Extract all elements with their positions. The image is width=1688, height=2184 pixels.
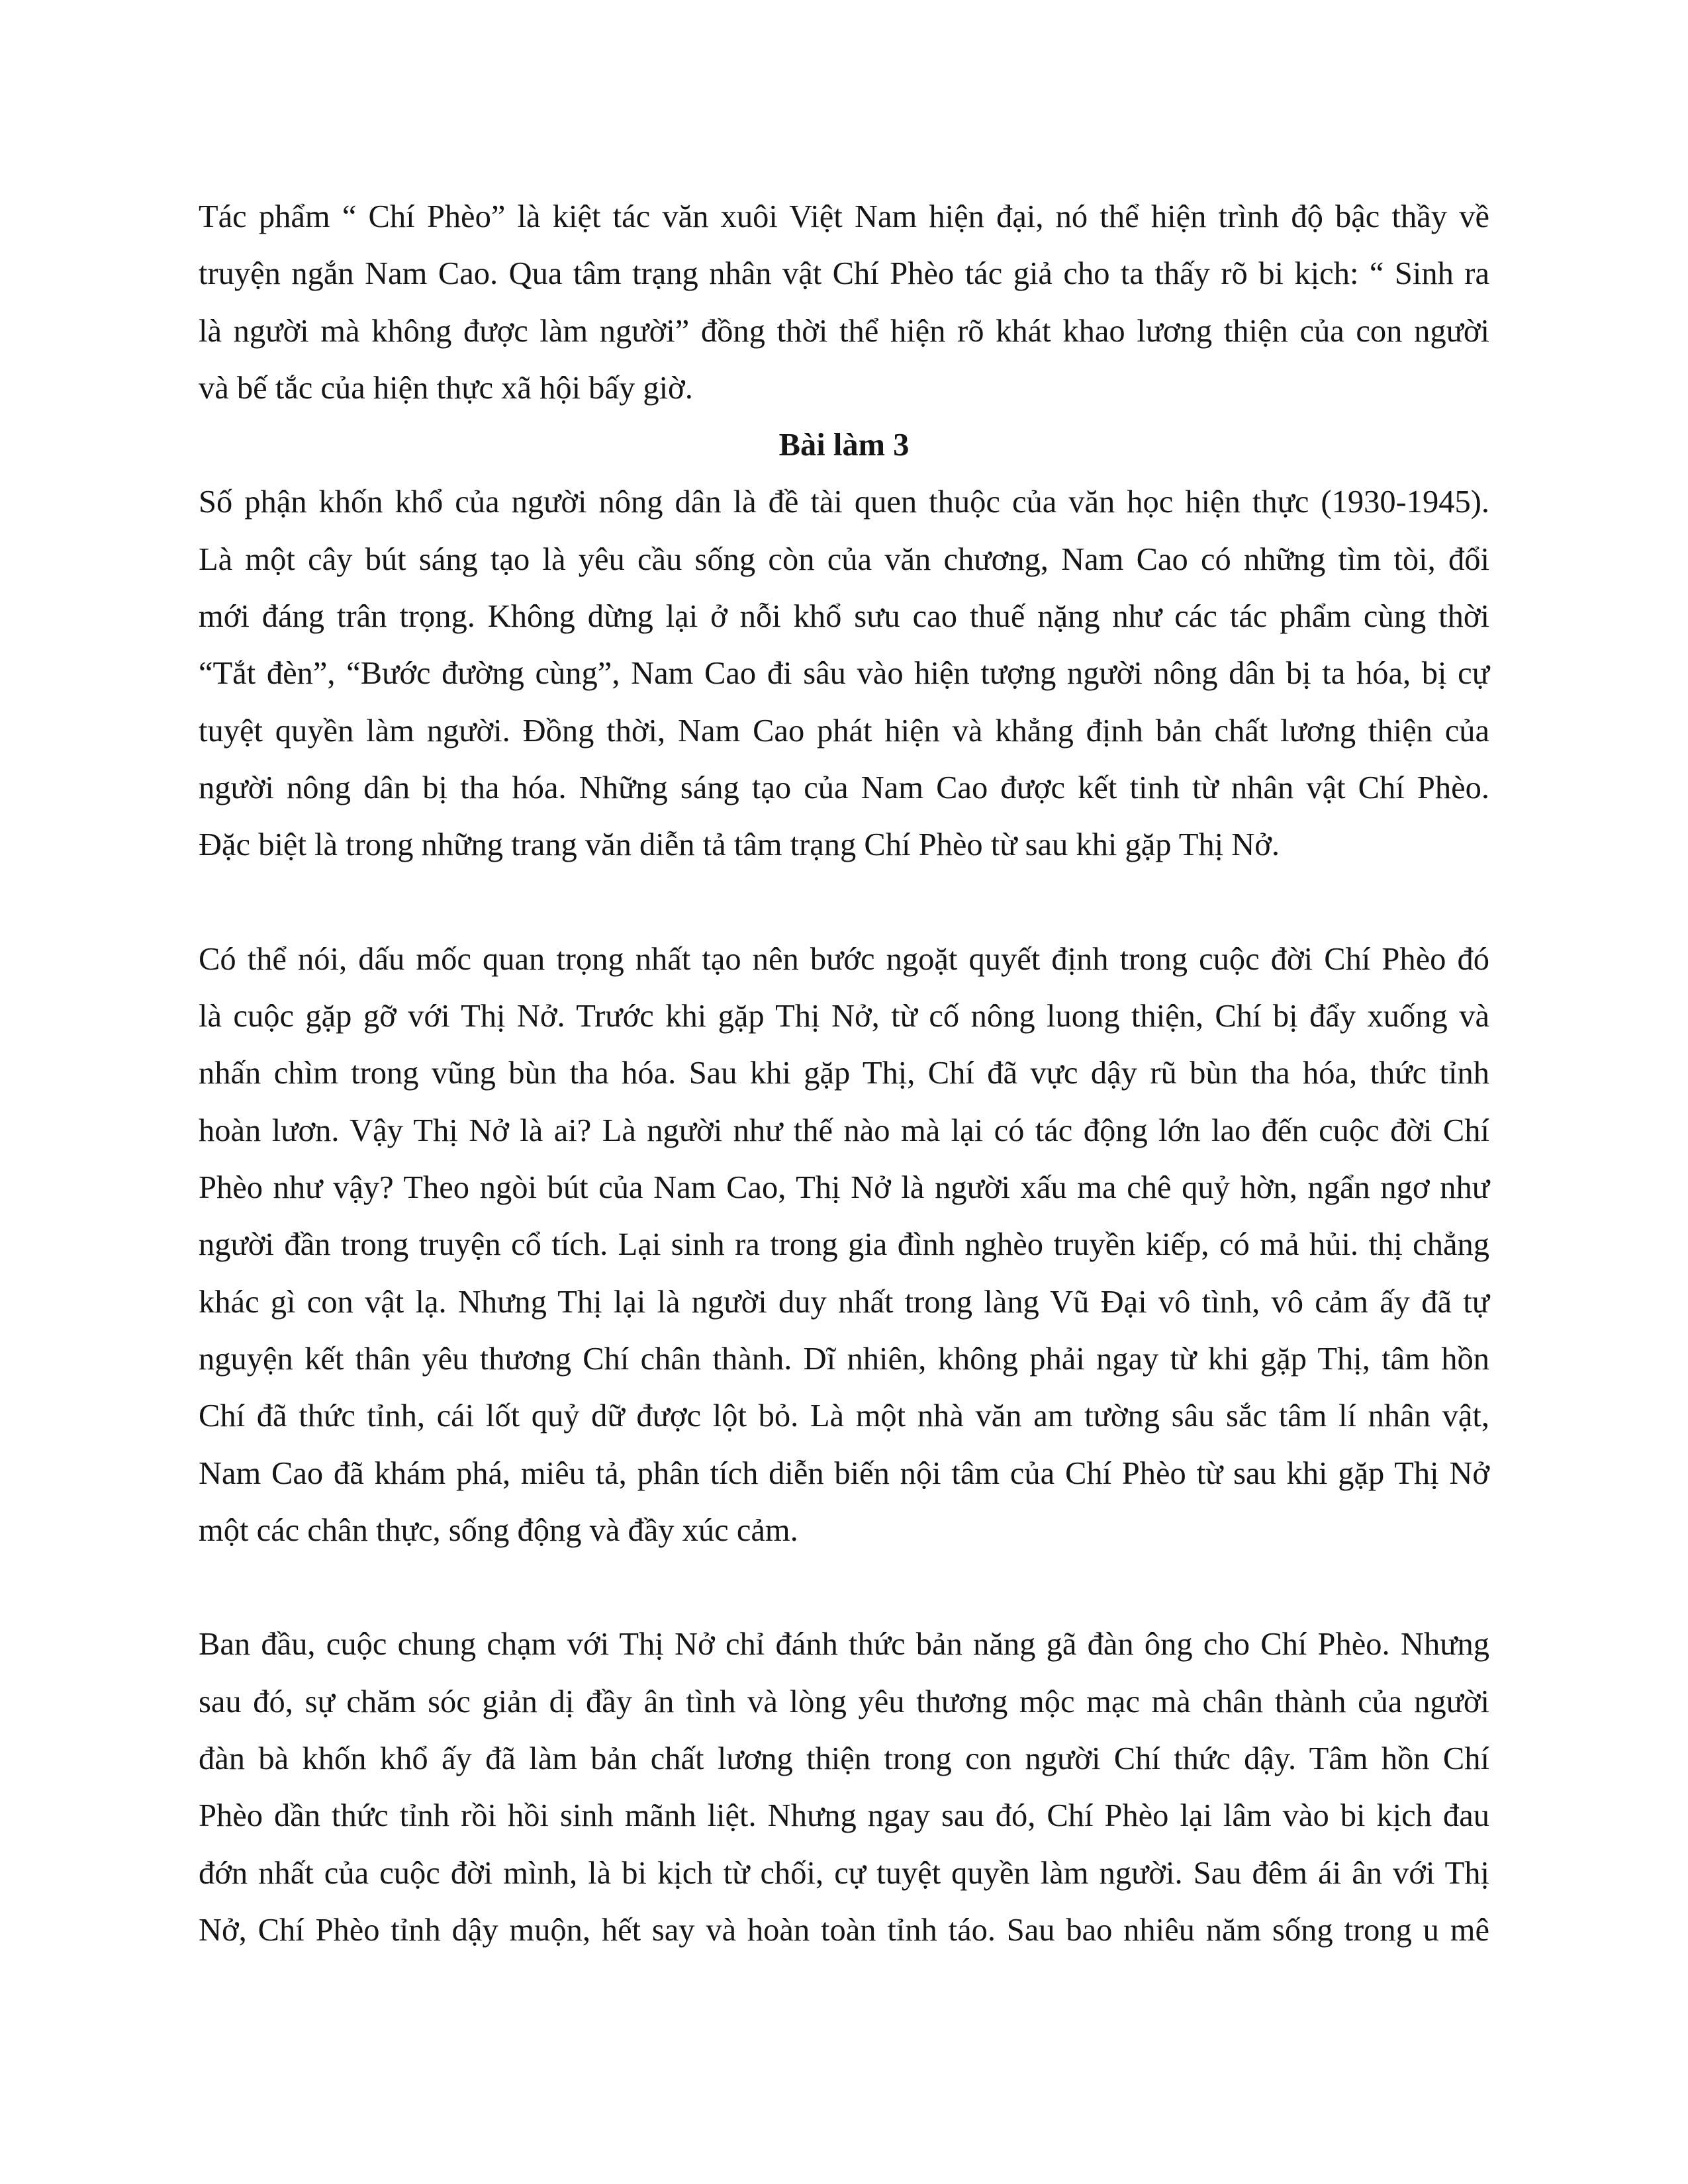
paragraph-spacer xyxy=(199,874,1489,931)
text-line: Ban đầu, cuộc chung chạm với Thị Nở chỉ đánh thức bản năng gã đàn ông cho Chí Phèo. Nhưng xyxy=(199,1627,1489,1662)
text-line: là cuộc gặp gỡ với Thị Nở. Trước khi gặp Thị Nở, từ cố nông luong thiện, Chí bị đẩy xuống và xyxy=(199,999,1489,1034)
paragraph-1 xyxy=(199,474,1489,874)
document-page xyxy=(199,189,1489,1959)
text-line: Phèo dần thức tỉnh rồi hồi sinh mãnh liệt. Nhưng ngay sau đó, Chí Phèo lại lâm vào bi kịch đau xyxy=(199,1798,1489,1834)
text-line: tuyệt quyền làm người. Đồng thời, Nam Cao phát hiện và khẳng định bản chất lương thiện của xyxy=(199,713,1489,749)
text-line: “Tắt đèn”, “Bước đường cùng”, Nam Cao đi sâu vào hiện tượng người nông dân bị ta hóa, bị cự xyxy=(199,656,1489,692)
text-line: là người mà không được làm người” đồng thời thể hiện rõ khát khao lương thiện của con người xyxy=(199,313,1489,349)
text-line: Là một cây bút sáng tạo là yêu cầu sống còn của văn chương, Nam Cao có những tìm tòi, đổi xyxy=(199,541,1489,577)
text-line: sau đó, sự chăm sóc giản dị đầy ân tình và lòng yêu thương mộc mạc mà chân thành của người xyxy=(199,1684,1489,1719)
text-line: Nở, Chí Phèo tỉnh dậy muộn, hết say và hoàn toàn tỉnh táo. Sau bao nhiêu năm sống trong u mê xyxy=(199,1912,1489,1948)
text-line: Số phận khốn khổ của người nông dân là đề tài quen thuộc của văn học hiện thực (1930-1945). xyxy=(199,484,1489,520)
text-line: nguyện kết thân yêu thương Chí chân thành. Dĩ nhiên, không phải ngay từ khi gặp Thị, tâm hồn xyxy=(199,1341,1489,1377)
text-line: người nông dân bị tha hóa. Những sáng tạo của Nam Cao được kết tinh từ nhân vật Chí Phèo. xyxy=(199,770,1489,805)
text-line: mới đáng trân trọng. Không dừng lại ở nỗi khổ sưu cao thuế nặng như các tác phẩm cùng thời xyxy=(199,599,1489,635)
text-line: khác gì con vật lạ. Nhưng Thị lại là người duy nhất trong làng Vũ Đại vô tình, vô cảm ấy đã tự xyxy=(199,1284,1489,1320)
text-line: một các chân thực, sống động và đầy xúc cảm. xyxy=(199,1512,798,1548)
text-line: Phèo như vậy? Theo ngòi bút của Nam Cao, Thị Nở là người xấu ma chê quỷ hờn, ngẩn ngơ như xyxy=(199,1170,1489,1206)
text-line: hoàn lươn. Vậy Thị Nở là ai? Là người như thế nào mà lại có tác động lớn lao đến cuộc đời Chí xyxy=(199,1113,1489,1148)
text-line: Đặc biệt là trong những trang văn diễn tả tâm trạng Chí Phèo từ sau khi gặp Thị Nở. xyxy=(199,827,1280,863)
text-line: Tác phẩm “ Chí Phèo” là kiệt tác văn xuôi Việt Nam hiện đại, nó thể hiện trình độ bậc thầy về xyxy=(199,199,1489,234)
text-line: và bế tắc của hiện thực xã hội bấy giờ. xyxy=(199,370,693,406)
intro-paragraph xyxy=(199,189,1489,417)
text-line: đàn bà khốn khổ ấy đã làm bản chất lương thiện trong con người Chí thức dậy. Tâm hồn Chí xyxy=(199,1741,1489,1777)
text-line: đớn nhất của cuộc đời mình, là bi kịch từ chối, cự tuyệt quyền làm người. Sau đêm ái ân với Thị xyxy=(199,1855,1489,1891)
text-line: nhấn chìm trong vũng bùn tha hóa. Sau khi gặp Thị, Chí đã vực dậy rũ bùn tha hóa, thức tỉnh xyxy=(199,1056,1489,1091)
paragraph-spacer xyxy=(199,1559,1489,1616)
text-line: người đần trong truyện cổ tích. Lại sinh ra trong gia đình nghèo truyền kiếp, có mả hủi. thị chẳng xyxy=(199,1227,1489,1263)
section-heading: Bài làm 3 xyxy=(778,428,910,463)
paragraph-3 xyxy=(199,1616,1489,1959)
text-line: Chí đã thức tỉnh, cái lốt quỷ dữ được lột bỏ. Là một nhà văn am tường sâu sắc tâm lí nhân vật, xyxy=(199,1398,1489,1434)
text-line: truyện ngắn Nam Cao. Qua tâm trạng nhân vật Chí Phèo tác giả cho ta thấy rõ bi kịch: “ Sinh ra xyxy=(199,256,1489,292)
text-line: Nam Cao đã khám phá, miêu tả, phân tích diễn biến nội tâm của Chí Phèo từ sau khi gặp Thị Nở xyxy=(199,1455,1489,1491)
paragraph-2 xyxy=(199,931,1489,1559)
text-line: Có thể nói, dấu mốc quan trọng nhất tạo nên bước ngoặt quyết định trong cuộc đời Chí Phèo đó xyxy=(199,941,1489,977)
